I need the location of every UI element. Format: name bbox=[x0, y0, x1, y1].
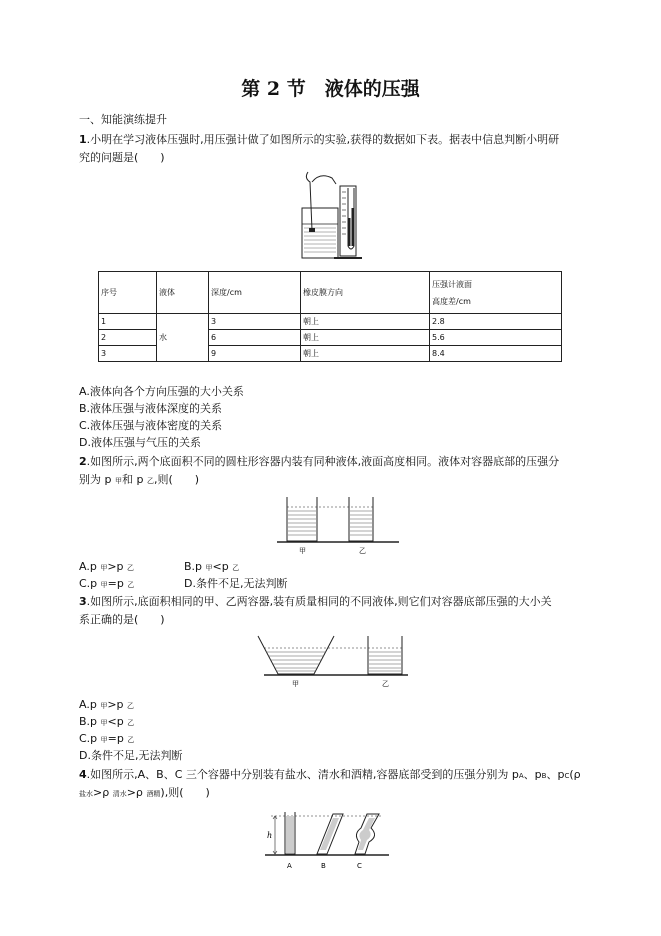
q4-containers-figure bbox=[263, 810, 393, 876]
cell-liquid: 水 bbox=[157, 314, 209, 362]
q4-number: 4 bbox=[79, 768, 87, 781]
q3-oc-s2: 乙 bbox=[127, 736, 135, 744]
q2-ob-pre: B.p bbox=[184, 560, 206, 573]
header-height-diff-l2: 高度差/cm bbox=[432, 296, 471, 306]
cell-diff: 8.4 bbox=[430, 346, 562, 362]
q1-option-b: B.液体压强与液体深度的关系 bbox=[79, 402, 223, 415]
cell-depth: 3 bbox=[209, 314, 301, 330]
q2-oa-s1: 甲 bbox=[100, 564, 108, 572]
q3-text-line1 bbox=[79, 595, 552, 609]
q4-sep2: 、p bbox=[546, 768, 565, 781]
header-height-diff bbox=[430, 272, 562, 314]
cell-diff: 5.6 bbox=[430, 330, 562, 346]
q2-option-c bbox=[79, 577, 134, 592]
table-row bbox=[99, 314, 562, 330]
q2-t-b: 和 p bbox=[121, 473, 147, 486]
cell-no: 1 bbox=[99, 314, 157, 330]
q1-data-table-wrap bbox=[98, 271, 562, 362]
q3-ob-pre: B.p bbox=[79, 715, 101, 728]
q2-oc-s2: 乙 bbox=[127, 581, 135, 589]
q1-text-2: 究的问题是( ) bbox=[79, 151, 165, 164]
q2-label-left: 甲 bbox=[299, 547, 306, 555]
q4-sub-a: A bbox=[518, 772, 524, 780]
q3-number: 3 bbox=[79, 595, 87, 608]
q1-data-table bbox=[98, 271, 562, 362]
q3-option-b bbox=[79, 715, 134, 730]
q3-oa-pre: A.p bbox=[79, 698, 101, 711]
q2-option-d: D.条件不足,无法判断 bbox=[184, 577, 288, 590]
header-direction: 橡皮膜方向 bbox=[301, 272, 430, 314]
q4-height-label: h bbox=[267, 831, 273, 840]
header-no: 序号 bbox=[99, 272, 157, 314]
q4-end: (ρ bbox=[569, 768, 581, 781]
cell-depth: 6 bbox=[209, 330, 301, 346]
q4-l2-s3: 酒精 bbox=[146, 790, 161, 798]
q1-number: 1 bbox=[79, 133, 87, 146]
q2-text-line2 bbox=[79, 473, 199, 488]
q1-text-1: .小明在学习液体压强时,用压强计做了如图所示的实验,获得的数据如下表。据表中信息判断小明研 bbox=[86, 133, 560, 146]
q3-oa-mid: >p bbox=[107, 698, 128, 711]
q2-oc-mid: =p bbox=[107, 577, 128, 590]
section-heading: 一、知能演练提升 bbox=[79, 113, 167, 126]
q2-number: 2 bbox=[79, 455, 87, 468]
q2-ob-s1: 甲 bbox=[205, 564, 213, 572]
q4-text-line1 bbox=[79, 768, 581, 783]
q2-ob-s2: 乙 bbox=[232, 564, 240, 572]
pressure-gauge-figure bbox=[290, 168, 370, 263]
cell-dir: 朝上 bbox=[301, 330, 430, 346]
q2-text-line1 bbox=[79, 455, 559, 469]
cell-dir: 朝上 bbox=[301, 314, 430, 330]
q2-sub-b: 乙 bbox=[146, 477, 154, 485]
q4-l2-t1: >ρ bbox=[93, 786, 113, 799]
q2-oc-pre: C.p bbox=[79, 577, 101, 590]
q4-l2-t2: >ρ bbox=[126, 786, 147, 799]
beaker bbox=[302, 208, 338, 258]
q4-l2-s1: 盐水 bbox=[79, 790, 93, 798]
q2-option-a bbox=[79, 560, 134, 575]
q3-text-1: .如图所示,底面积相同的甲、乙两容器,装有质量相同的不同液体,则它们对容器底部压强的大小关 bbox=[86, 595, 552, 608]
q3-option-a bbox=[79, 698, 134, 713]
q3-ob-mid: <p bbox=[107, 715, 128, 728]
q2-t-a: 别为 p bbox=[79, 473, 115, 486]
cell-depth: 9 bbox=[209, 346, 301, 362]
q3-label-left: 甲 bbox=[292, 680, 299, 688]
q4-label-c: C bbox=[357, 862, 362, 870]
cell-dir: 朝上 bbox=[301, 346, 430, 362]
q4-label-a: A bbox=[287, 862, 292, 870]
q3-oc-s1: 甲 bbox=[100, 736, 108, 744]
q3-label-right: 乙 bbox=[382, 680, 389, 688]
q1-option-a: A.液体向各个方向压强的大小关系 bbox=[79, 385, 244, 398]
q3-ob-s2: 乙 bbox=[127, 719, 135, 727]
q2-t-c: ,则( ) bbox=[153, 473, 200, 486]
header-liquid: 液体 bbox=[157, 272, 209, 314]
q2-option-b bbox=[184, 560, 239, 575]
q2-label-right: 乙 bbox=[359, 547, 366, 555]
q2-oa-s2: 乙 bbox=[127, 564, 135, 572]
cell-no: 2 bbox=[99, 330, 157, 346]
q2-oa-pre: A.p bbox=[79, 560, 101, 573]
q4-text-1: .如图所示,A、B、C 三个容器中分别装有盐水、清水和酒精,容器底部受到的压强分别为 p bbox=[86, 768, 519, 781]
q4-l2-s2: 清水 bbox=[112, 790, 127, 798]
cell-diff: 2.8 bbox=[430, 314, 562, 330]
q3-option-d: D.条件不足,无法判断 bbox=[79, 749, 183, 762]
q2-oc-s1: 甲 bbox=[100, 581, 108, 589]
q3-oa-s2: 乙 bbox=[127, 702, 135, 710]
cell-no: 3 bbox=[99, 346, 157, 362]
q2-oa-mid: >p bbox=[107, 560, 128, 573]
q3-text-2: 系正确的是( ) bbox=[79, 613, 165, 626]
q2-cylinders-figure bbox=[277, 495, 399, 559]
q1-option-d: D.液体压强与气压的关系 bbox=[79, 436, 201, 449]
q3-containers-figure bbox=[256, 634, 416, 690]
q1-option-c: C.液体压强与液体密度的关系 bbox=[79, 419, 223, 432]
q4-sub-c: C bbox=[564, 772, 570, 780]
header-depth: 深度/cm bbox=[209, 272, 301, 314]
page-title: 第 2 节 液体的压强 bbox=[241, 78, 420, 100]
q3-oc-pre: C.p bbox=[79, 732, 101, 745]
q4-text-line2 bbox=[79, 786, 210, 801]
q4-label-b: B bbox=[321, 862, 326, 870]
q4-sub-b: B bbox=[541, 772, 547, 780]
header-height-diff-l1: 压强计液面 bbox=[432, 279, 472, 289]
q2-text-1: .如图所示,两个底面积不同的圆柱形容器内装有同种液体,液面高度相同。液体对容器底部的压强分 bbox=[86, 455, 560, 468]
q1-text-line1 bbox=[79, 133, 559, 147]
q4-l2-t3: ),则( ) bbox=[160, 786, 210, 799]
q4-sep1: 、p bbox=[523, 768, 542, 781]
q3-option-c bbox=[79, 732, 134, 747]
q3-ob-s1: 甲 bbox=[100, 719, 108, 727]
q3-oa-s1: 甲 bbox=[100, 702, 108, 710]
q3-oc-mid: =p bbox=[107, 732, 128, 745]
q2-ob-mid: <p bbox=[212, 560, 233, 573]
q2-sub-a: 甲 bbox=[114, 477, 122, 485]
